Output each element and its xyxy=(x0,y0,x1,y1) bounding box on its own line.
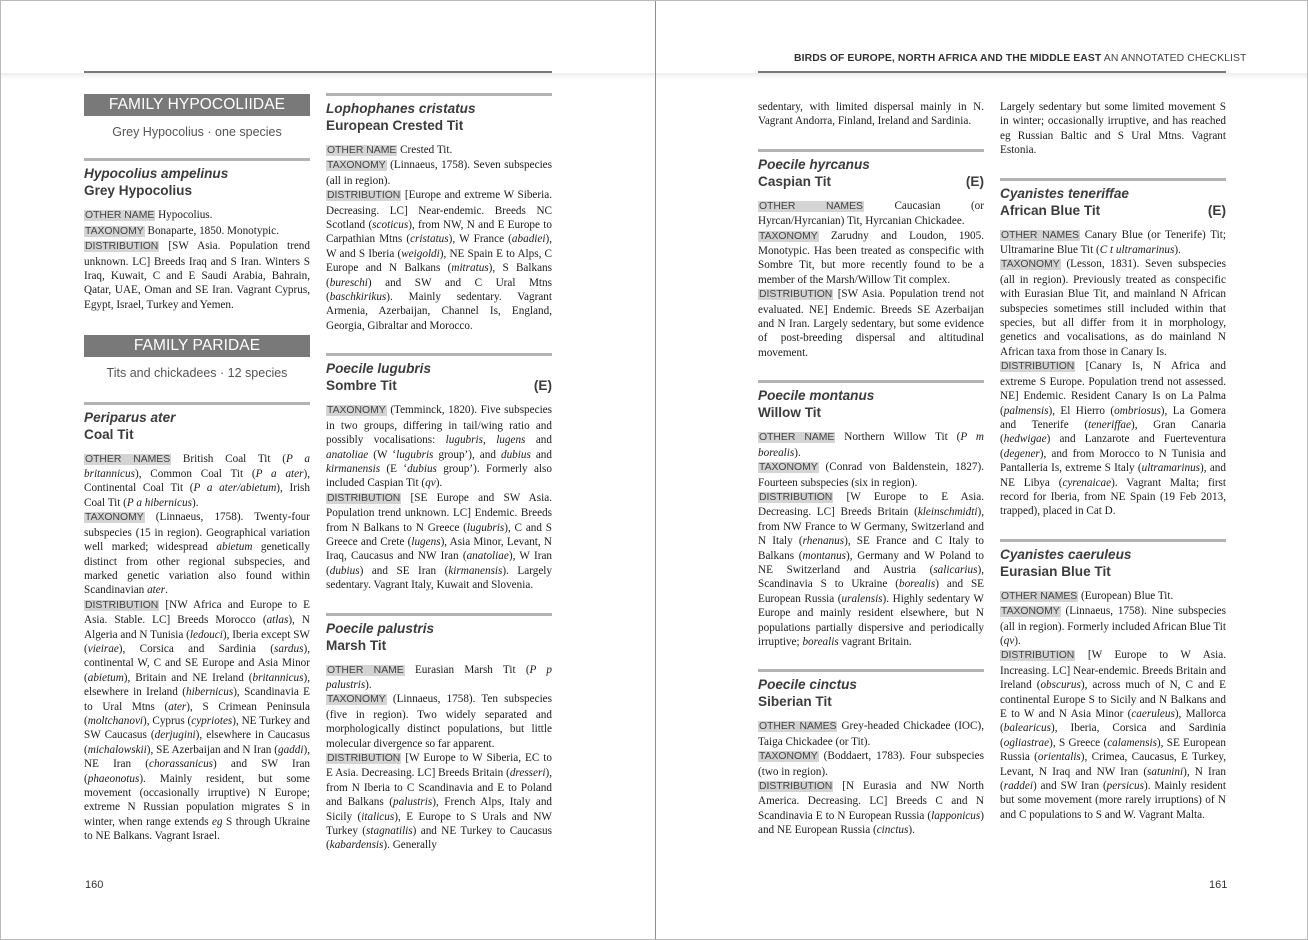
species-scientific-name: Poecile palustris xyxy=(326,620,435,636)
family-heading: FAMILY PARIDAE xyxy=(84,335,310,357)
species-rule xyxy=(326,93,552,96)
family-subtitle: Grey Hypocolius · one species xyxy=(112,125,282,139)
species-english-name: Coal Tit xyxy=(84,426,134,442)
other-name-entry: OTHER NAMES (European) Blue Tit. xyxy=(1001,589,1174,602)
species-rule xyxy=(84,402,310,405)
distribution-entry: DISTRIBUTION [Europe and extreme W Siberia. Decreasing. LC] Near-endemic. Breeds NC Scotland (scoticus), from NW, N and E Europe to Carpathian Mtns (cristatus), W France (abadiei), W and S Iberia (weigoldi), NE Spain E to Alps, C Europe and N Balkans (mitratus), S Balkans (bureschi) and SW and C Ural Mtns (baschkirikus). Mainly sedentary. Vagrant Armenia, Azerbaijan, Channel Is, England, Georgia, Gibraltar and Morocco. xyxy=(326,189,552,332)
taxonomy-entry: TAXONOMY Zarudny and Loudon, 1905. Monotypic. Has been treated as conspecific with Sombre Tit, but more recently found to be a member of the Marsh/Willow Tit complex. xyxy=(758,229,984,286)
species-rule xyxy=(758,149,984,152)
species-english-name: African Blue Tit (E) xyxy=(1000,202,1226,218)
running-head-title: BIRDS OF EUROPE, NORTH AFRICA AND THE MIDDLE EAST xyxy=(794,53,1102,64)
running-head xyxy=(794,53,1247,64)
running-head-subtitle: AN ANNOTATED CHECKLIST xyxy=(1101,53,1247,64)
page-number-right: 161 xyxy=(1209,879,1228,891)
distribution-entry: DISTRIBUTION [SW Asia. Population trend unknown. LC] Breeds Iraq and S Iran. Winters S Iraq, Kuwait, C and E Saudi Arabia, Bahrain, Qatar, UAE, Oman and SE Iran. Vagrant Cyprus, Egypt, Israel, Turkey and Yemen. xyxy=(84,240,310,311)
species-rule xyxy=(326,613,552,616)
page-gutter xyxy=(655,1,656,939)
taxonomy-entry: TAXONOMY Bonaparte, 1850. Monotypic. xyxy=(85,224,279,237)
species-english-name: Siberian Tit xyxy=(758,694,832,710)
species-scientific-name: Lophophanes cristatus xyxy=(326,101,476,116)
other-name-entry: OTHER NAME Hypocolius. xyxy=(85,209,213,222)
species-rule xyxy=(84,158,310,161)
species-english-name: Willow Tit xyxy=(758,405,822,421)
species-english-name: Grey Hypocolius xyxy=(84,183,193,199)
species-scientific-name: Poecile cinctus xyxy=(758,677,857,693)
taxonomy-entry: TAXONOMY (Boddaert, 1783). Four subspecies (two in region). xyxy=(758,750,984,778)
column-1 xyxy=(84,94,310,844)
other-name-entry: OTHER NAMES Caucasian (or Hyrcan/Hyrcanian) Tit, Hyrcanian Chickadee. xyxy=(758,199,984,228)
species-scientific-name: Periparus ater xyxy=(84,409,176,425)
header-rule-right xyxy=(758,71,1226,73)
distribution-entry: DISTRIBUTION [Canary Is, N Africa and extreme S Europe. Population trend not assessed. NE] Endemic. Resident Canary Is on La Palma (palmensis), El Hierro (ombriosus), La Gomera and Tenerife (teneriffae), Gran Canaria (hedwigae) and Lanzarote and Fuerteventura (degener), and from Morocco to N Tunisia and Pantalleria Is, extreme S Italy (ultramarinus), and NE Libya (cyrenaicae). Vagrant Malta; first record for Iberia, from NE Spain (19 Feb 2013, trapped), placed in Cat D. xyxy=(1000,360,1227,518)
other-name-entry: OTHER NAMES Canary Blue (or Tenerife) Tit; Ultramarine Blue Tit (C t ultramarinus). xyxy=(1000,228,1226,257)
species-rule xyxy=(758,380,984,383)
species-english-name: Sombre Tit (E) xyxy=(326,378,552,394)
continued-text: sedentary, with limited dispersal mainly in N. Vagrant Andorra, Finland, Ireland and Sardinia. xyxy=(758,101,984,128)
distribution-entry: DISTRIBUTION [NW Africa and Europe to E Asia. Stable. LC] Breeds Morocco (atlas), N Algeria and N Tunisia (ledouci), Iberia except SW (vieirae), Corsica and Sardinia (sardus), continental W, C and SE Europe and Asia Minor (abietum), Britain and NE Ireland (britannicus), elsewhere in Ireland (hibernicus), Scandinavia E to Ural Mtns (ater), S Crimean Peninsula (moltchanovi), Cyprus (cypriotes), NE Turkey and SW Caucasus (derjugini), elsewhere in Caucasus (michalowskii), SE Azerbaijan and N Iran (gaddi), NE Iran (chorassanicus) and SW Iran (phaeonotus). Mainly resident, but some movement (occasionally irruptive) N Europe; extreme N Russian population migrates S in winter, when range extends eg S through Ukraine to NE Balkans. Vagrant Israel. xyxy=(84,598,311,843)
taxonomy-entry: TAXONOMY (Linnaeus, 1758). Twenty-four subspecies (15 in region). Geographical variation well marked; widespread abietum genetically distinct from other regional subspecies, and marked genetic variation also found within Scandinavian ater. xyxy=(84,511,310,597)
taxonomy-entry: TAXONOMY (Lesson, 1831). Seven subspecies (all in region). Previously treated as conspecific with Eurasian Blue Tit, and mainland N African subspecies sometimes still included within that species, but all differ from it in morphology, genetics and vocalisations, as do mainland N African taxa from those in Canary Is. xyxy=(1000,258,1226,358)
species-rule xyxy=(758,669,984,672)
distribution-entry: DISTRIBUTION [W Europe to E Asia. Decreasing. LC] Breeds Britain (kleinschmidti), from NW France to W Germany, Switzerland and N Italy (rhenanus), SE France and C Italy to Balkans (montanus), Germany and W Poland to NE Switzerland and Austria (salicarius), Scandinavia S to Ukraine (borealis) and SE European Russia (uralensis). Highly sedentary W Europe and mainly resident elsewhere, but N populations partially dispersive and periodically irruptive; borealis vagrant Britain. xyxy=(758,490,984,648)
header-rule-left xyxy=(84,71,552,73)
continued-text: Largely sedentary but some limited movement S in winter; occasionally irruptive, and has reached eg Russian Baltic and S Ural Mtns. Vagrant Estonia. xyxy=(1000,101,1226,157)
taxonomy-entry: TAXONOMY (Linnaeus, 1758). Nine subspecies (all in region). Formerly included African Blue Tit (qv). xyxy=(1000,605,1226,647)
column-4 xyxy=(1000,100,1226,822)
distribution-entry: DISTRIBUTION [SW Asia. Population trend not evaluated. NE] Endemic. Breeds SE Azerbaijan and N Iran. Largely sedentary, but some evidence of post-breeding dispersal and altitudinal movement. xyxy=(758,288,984,359)
page-number-left: 160 xyxy=(85,879,104,891)
other-name-entry: OTHER NAMES British Coal Tit (P a britannicus), Common Coal Tit (P a ater), Continental Coal Tit (P a ater/abietum), Irish Coal Tit (P a hibernicus). xyxy=(84,452,311,509)
taxonomy-entry: TAXONOMY (Linnaeus, 1758). Ten subspecies (five in region). Two widely separated and morphologically distinct populations, but little molecular divergence so far apparent. xyxy=(326,693,552,750)
taxonomy-entry: TAXONOMY (Conrad von Baldenstein, 1827). Fourteen subspecies (six in region). xyxy=(758,461,984,489)
top-shading xyxy=(1,73,1307,79)
species-scientific-name: Poecile lugubris xyxy=(326,361,431,377)
species-scientific-name: Poecile hyrcanus xyxy=(758,156,870,172)
species-english-name: Marsh Tit xyxy=(326,637,387,653)
column-2 xyxy=(326,93,552,853)
species-english-name: Eurasian Blue Tit xyxy=(1000,563,1111,579)
species-scientific-name: Cyanistes caeruleus xyxy=(1000,546,1132,562)
other-name-entry: OTHER NAME Crested Tit. xyxy=(327,144,453,156)
distribution-entry: DISTRIBUTION [W Europe to W Asia. Increasing. LC] Near-endemic. Breeds Britain and Ireland (obscurus), across much of N, C and E continental Europe S to Sicily and N Balkans and E to W and N Asia Minor (caeruleus), Mallorca (balearicus), Iberia, Corsica and Sardinia (ogliastrae), S Greece (calamensis), SE European Russia (orientalis), Crimea, Caucasus, E Turkey, Levant, N Iraq and NW Iran (satunini), N Iran (raddei) and SW Iran (persicus). Mainly resident but some movement (more rarely irruptions) of N and C populations to S and W. Vagrant Malta. xyxy=(1000,649,1227,821)
species-scientific-name: Poecile montanus xyxy=(758,388,875,404)
species-scientific-name: Cyanistes teneriffae xyxy=(1000,185,1129,201)
family-subtitle: Tits and chickadees · 12 species xyxy=(106,366,288,381)
species-rule xyxy=(326,353,552,356)
column-3 xyxy=(758,100,984,838)
species-english-name: European Crested Tit xyxy=(326,118,464,133)
other-name-entry: OTHER NAME Northern Willow Tit (P m borealis). xyxy=(758,431,984,459)
distribution-entry: DISTRIBUTION [N Eurasia and NW North America. Decreasing. LC] Breeds C and N Scandinavia E to N European Russia (lapponicus) and NE European Russia (cinctus). xyxy=(758,780,984,837)
species-rule xyxy=(1000,539,1226,542)
species-english-name: Caspian Tit (E) xyxy=(758,173,984,189)
species-scientific-name: Hypocolius ampelinus xyxy=(84,166,229,182)
taxonomy-entry: TAXONOMY (Temminck, 1820). Five subspecies in two groups, differing in tail/wing ratio and possibly vocalisations: lugubris, lugens and anatoliae (W ‘lugubris group’), and dubius and kirmanensis (E ‘dubius group’). Formerly also included Caspian Tit (qv). xyxy=(326,404,552,490)
family-heading: FAMILY HYPOCOLIIDAE xyxy=(84,94,310,116)
other-name-entry: OTHER NAME Eurasian Marsh Tit (P p palustris). xyxy=(326,663,553,691)
other-name-entry: OTHER NAMES Grey-headed Chickadee (IOC), Taiga Chickadee (or Tit). xyxy=(758,720,984,748)
distribution-entry: DISTRIBUTION [SE Europe and SW Asia. Population trend unknown. LC] Endemic. Breeds from N Balkans to N Greece (lugubris), C and S Greece and Crete (lugens), Asia Minor, Levant, N Iraq, Caucasus and NW Iran (anatoliae), W Iran (dubius) and SE Iran (kirmanensis). Largely sedentary. Vagrant Italy, Kuwait and Slovenia. xyxy=(326,491,553,592)
taxonomy-entry: TAXONOMY (Linnaeus, 1758). Seven subspecies (all in region). xyxy=(326,159,552,187)
distribution-entry: DISTRIBUTION [W Europe to W Siberia, EC to E Asia. Decreasing. LC] Breeds Britain (dresseri), from N Iberia to C Scandinavia and E to Poland and Balkans (palustris), French Alps, Italy and Sicily (italicus), E Europe to S Urals and NW Turkey (stagnatilis) and NE Turkey to Caucasus (kabardensis). Generally xyxy=(326,752,553,852)
species-rule xyxy=(1000,178,1226,181)
